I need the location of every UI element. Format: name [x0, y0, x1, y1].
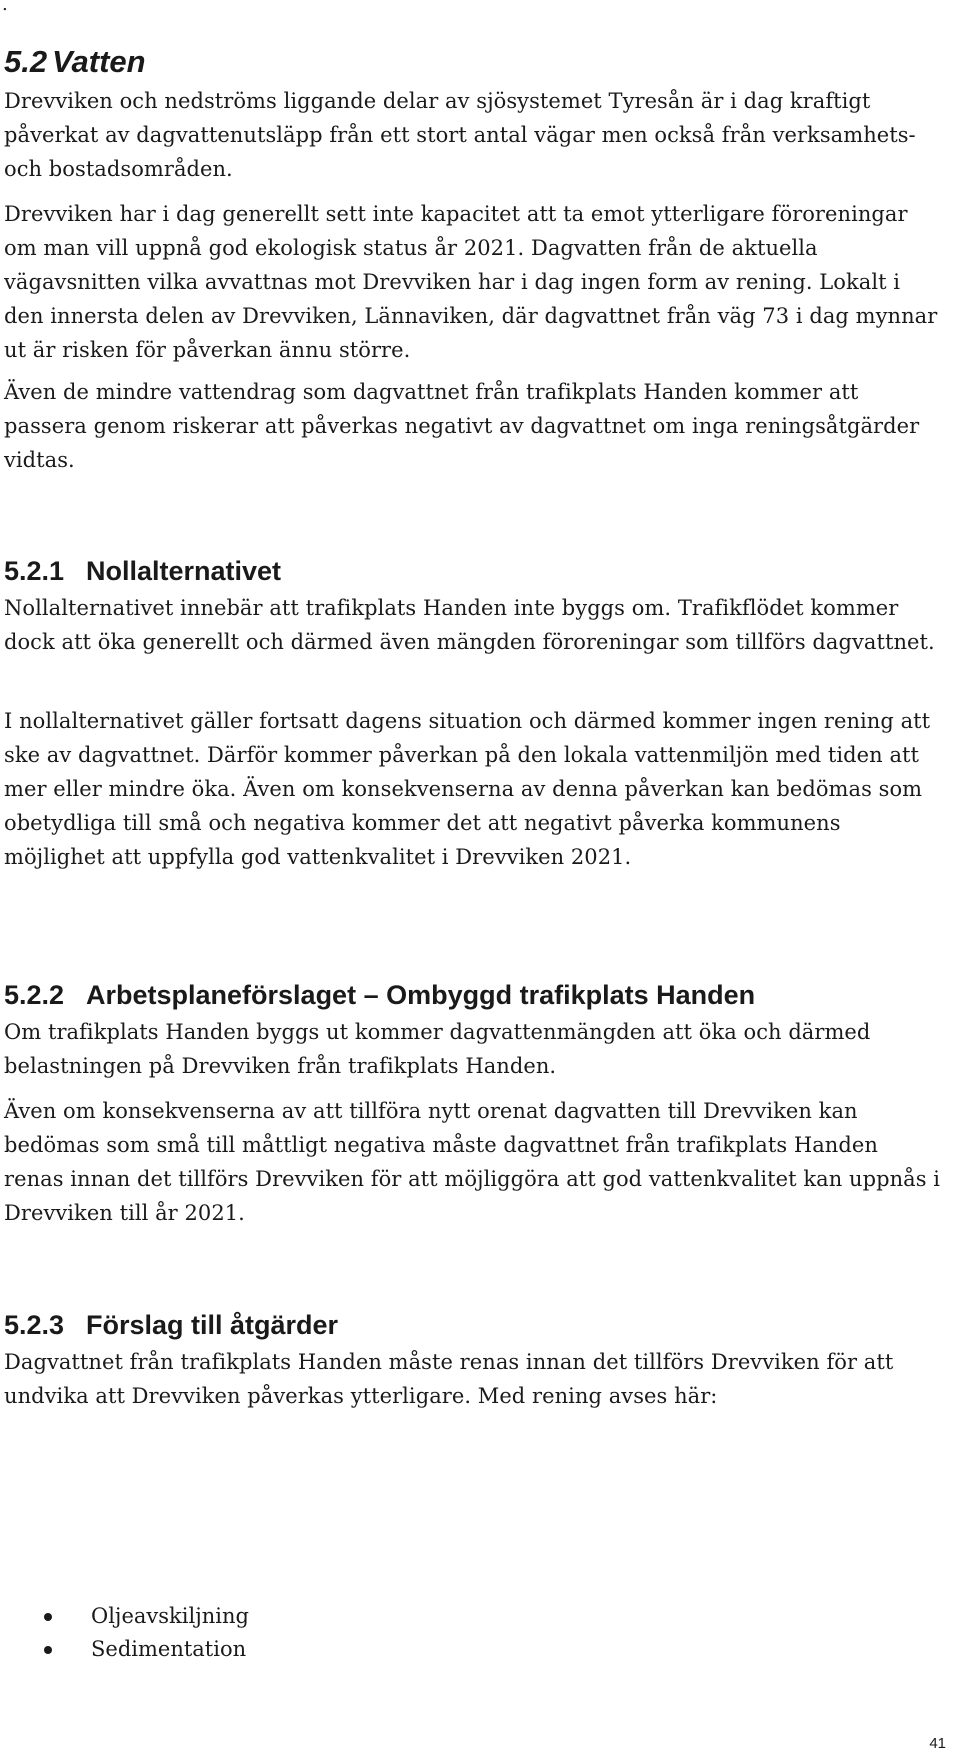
sub3-paragraph-1: Dagvattnet från trafikplats Handen måste renas innan det tillförs Drevviken för att undvika att Drevviken påverkas ytterligare. Med rening avses här: — [4, 1350, 894, 1408]
section-number: 5.2 — [4, 44, 48, 79]
subsection-title: Nollalternativet — [86, 556, 282, 586]
list-item — [4, 1600, 249, 1633]
subsection-heading-2 — [4, 980, 755, 1011]
subsection-title: Arbetsplaneförslaget – Ombyggd trafikplats Handen — [86, 980, 756, 1010]
section-heading — [4, 44, 146, 80]
bullet-icon — [44, 1646, 52, 1654]
list-item-label: Sedimentation — [91, 1637, 247, 1661]
section-title: Vatten — [52, 44, 146, 79]
sub1-paragraph-2: I nollalternativet gäller fortsatt dagens situation och därmed kommer ingen rening att ske av dagvattnet. Därför kommer påverkan på den lokala vattenmiljön med tiden att mer eller mindre öka. Även om konsekvenserna av denna påverkan kan bedömas som obetydliga till små och negativa kommer det att negativt påverka kommunens möjlighet att uppfylla god vattenkvalitet i Drevviken 2021. — [4, 709, 931, 869]
intro-paragraph-2: Drevviken har i dag generellt sett inte kapacitet att ta emot ytterligare föroreningar om man vill uppnå god ekologisk status år 2021. Dagvatten från de aktuella vägavsnitten vilka avvattnas mot Drevviken har i dag ingen form av rening. Lokalt i den innersta delen av Drevviken, Lännaviken, där dagvattnet från väg 73 i dag mynnar ut är risken för påverkan ännu större. — [4, 202, 938, 362]
sub2-paragraph-1: Om trafikplats Handen byggs ut kommer dagvattenmängden att öka och därmed belastningen på Drevviken från trafikplats Handen. — [4, 1020, 871, 1078]
subsection-title: Förslag till åtgärder — [86, 1310, 339, 1340]
intro-paragraph-3: Även de mindre vattendrag som dagvattnet från trafikplats Handen kommer att passera genom riskerar att påverkas negativt av dagvattnet om inga reningsåtgärder vidtas. — [4, 380, 920, 472]
subsection-heading-3 — [4, 1310, 338, 1341]
subsection-number: 5.2.3 — [4, 1310, 65, 1340]
intro-paragraph-1: Drevviken och nedströms liggande delar av sjösystemet Tyresån är i dag kraftigt påverkat av dagvattenutsläpp från ett stort antal vägar men också från verksamhets- och bostadsområden. — [4, 89, 916, 181]
sub1-paragraph-1: Nollalternativet innebär att trafikplats Handen inte byggs om. Trafikflödet kommer dock att öka generellt och därmed även mängden föroreningar som tillförs dagvattnet. — [4, 596, 935, 654]
subsection-number: 5.2.2 — [4, 980, 65, 1010]
stray-dot: . — [2, 0, 8, 15]
list-item — [4, 1633, 249, 1666]
subsection-heading-1 — [4, 556, 281, 587]
page-number: 41 — [929, 1735, 946, 1752]
subsection-number: 5.2.1 — [4, 556, 65, 586]
list-item-label: Oljeavskiljning — [91, 1604, 249, 1628]
measures-list — [4, 1600, 249, 1666]
sub2-paragraph-2: Även om konsekvenserna av att tillföra nytt orenat dagvatten till Drevviken kan bedömas som små till måttligt negativa måste dagvattnet från trafikplats Handen renas innan det tillförs Drevviken för att möjliggöra att god vattenkvalitet kan uppnås i Drevviken till år 2021. — [4, 1099, 941, 1225]
bullet-icon — [44, 1613, 52, 1621]
